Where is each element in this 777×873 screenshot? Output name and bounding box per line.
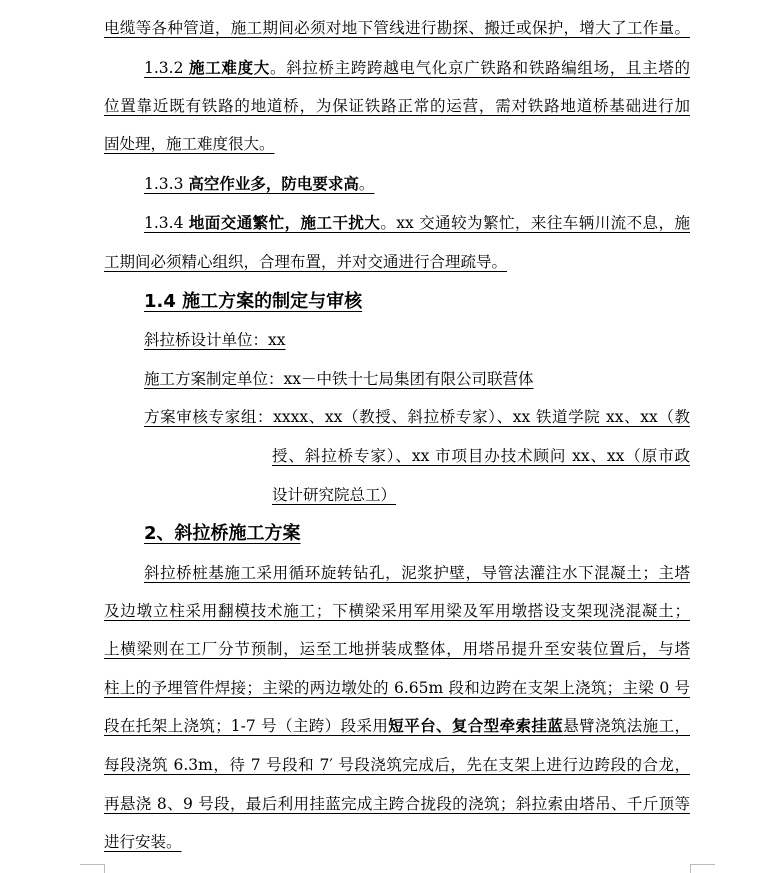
plan-unit: 施工方案制定单位：xx－中铁十七局集团有限公司联营体 (144, 370, 534, 388)
body-text: 悬臂浇筑法施工， (563, 717, 690, 735)
section-1-3-2-line-2: 位置靠近既有铁路的地道桥，为保证铁路正常的运营，需对铁路地道桥基础进行加 (104, 97, 690, 115)
body-bold: 短平台、复合型牵索挂蓝 (388, 717, 564, 735)
heading-2: 2、斜拉桥施工方案 (144, 523, 301, 544)
section-heading: 高空作业多，防电要求高 (188, 175, 359, 193)
section-1-3-2-line-3: 固处理，施工难度很大。 (104, 135, 275, 153)
body-line-8: 进行安装。 (104, 833, 182, 851)
section-number: 1.3.3 (144, 175, 189, 193)
body-line-1: 斜拉桥桩基施工采用循环旋转钻孔，泥浆护壁，导管法灌注水下混凝土；主塔 (144, 564, 690, 582)
body-line-5 (104, 716, 690, 736)
section-heading: 施工难度大 (189, 59, 270, 77)
page-corner-mark-right (690, 864, 715, 873)
heading-1-4: 1.4 施工方案的制定与审核 (144, 291, 363, 312)
page-corner-mark-left (80, 864, 105, 873)
review-line-3: 设计研究院总工） (272, 486, 397, 504)
body-line-3: 上横梁则在工厂分节预制，运至工地拼装成整体，用塔吊提升至安装位置后，与塔 (104, 640, 690, 658)
body-line-2: 及边墩立柱采用翻模技术施工；下横梁采用军用梁及军用墩搭设支架现浇混凝土； (104, 602, 690, 620)
section-1-3-4-line-1 (144, 213, 690, 233)
section-number: 1.3.2 (144, 59, 190, 77)
section-1-3-2-line-1 (144, 58, 690, 78)
design-unit: 斜拉桥设计单位：xx (144, 331, 286, 349)
body-line-6: 每段浇筑 6.3m，待 7 号段和 7′ 号段浇筑完成后，先在支架上进行边跨段的合龙， (104, 756, 690, 774)
body-text: 段在托架上浇筑；1-7 号（主跨）段采用 (104, 717, 389, 735)
section-text: 。斜拉桥主跨跨越电气化京广铁路和铁路编组场，且主塔的 (269, 59, 690, 77)
section-1-3-3 (144, 174, 374, 194)
section-text: 。xx 交通较为繁忙，来往车辆川流不息，施 (380, 214, 690, 232)
para-1-3-1-tail: 电缆等各种管道，施工期间必须对地下管线进行勘探、搬迁或保护，增大了工作量。 (104, 19, 690, 37)
review-line-1: 方案审核专家组：xxxx、xx（教授、斜拉桥专家）、xx 铁道学院 xx、xx（教 (144, 408, 690, 426)
section-1-3-4-line-2: 工期间必须精心组织，合理布置，并对交通进行合理疏导。 (104, 253, 508, 271)
review-line-2: 授、斜拉桥专家）、xx 市项目办技术顾问 xx、xx（原市政 (272, 447, 690, 465)
section-text: 。 (358, 175, 375, 193)
section-number: 1.3.4 (144, 214, 189, 232)
body-line-4: 柱上的予埋管件焊接；主梁的两边墩处的 6.65m 段和边跨在支架上浇筑；主梁 0 号 (104, 679, 690, 697)
body-line-7: 再悬浇 8、9 号段，最后利用挂蓝完成主跨合拢段的浇筑；斜拉索由塔吊、千斤顶等 (104, 795, 690, 813)
section-heading: 地面交通繁忙，施工干扰大 (188, 214, 381, 232)
